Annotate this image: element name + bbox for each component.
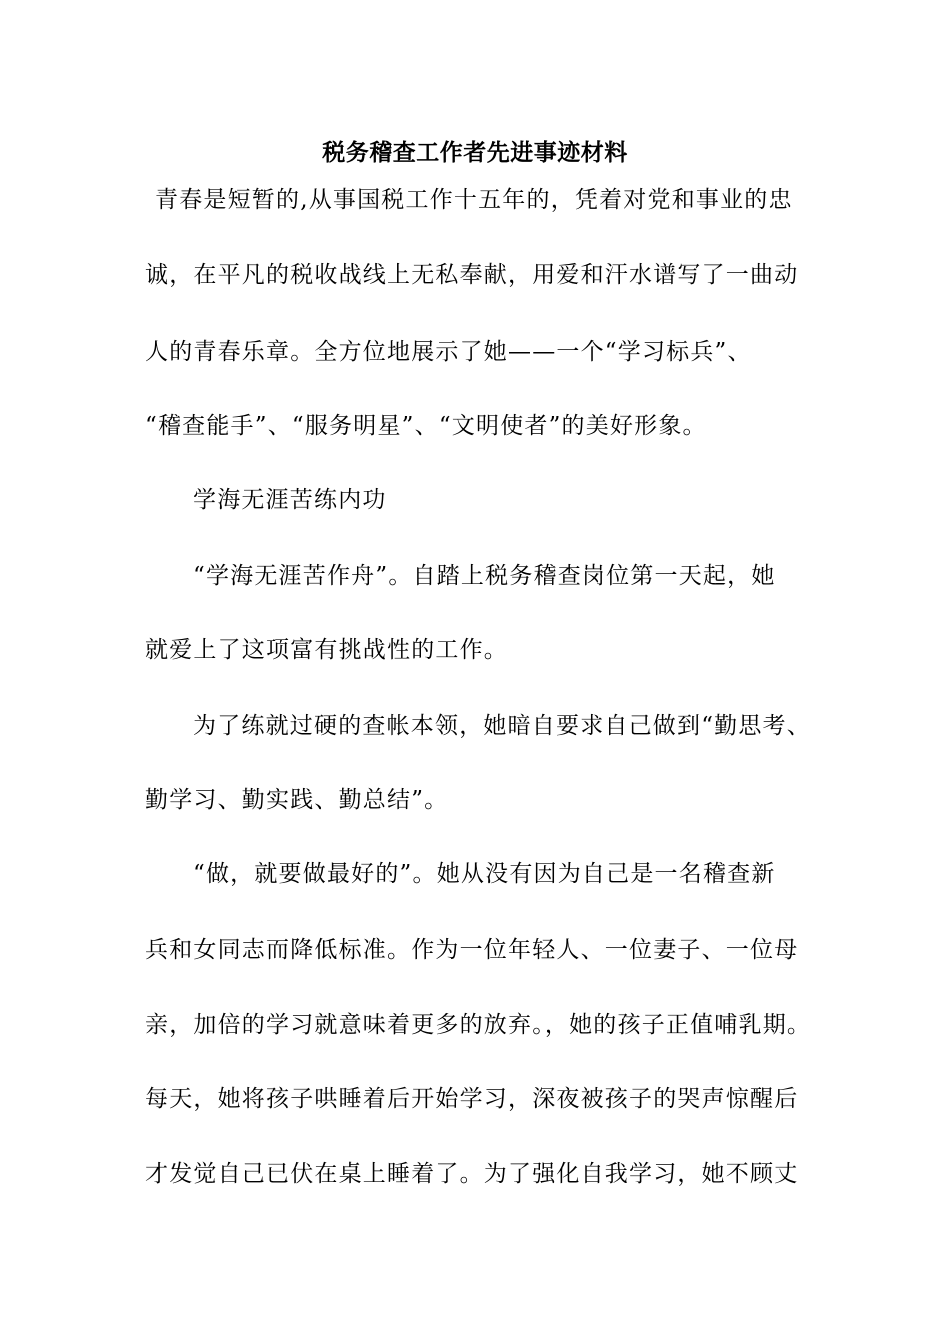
paragraph-line: 兵和女同志而降低标准。作为一位年轻人、一位妻子、一位母 xyxy=(145,937,799,963)
section-heading: 学海无涯苦练内功 xyxy=(193,487,387,513)
paragraph-line: 每天，她将孩子哄睡着后开始学习，深夜被孩子的哭声惊醒后 xyxy=(145,1086,799,1112)
paragraph-line: 青春是短暂的,从事国税工作十五年的，凭着对党和事业的忠 xyxy=(155,187,793,213)
paragraph-line: 勤学习、勤实践、勤总结”。 xyxy=(145,787,449,813)
paragraph-line: 诚，在平凡的税收战线上无私奉献，用爱和汗水谱写了一曲动 xyxy=(145,262,799,288)
paragraph-line: 就爱上了这项富有挑战性的工作。 xyxy=(145,637,508,663)
paragraph-line: “稽查能手”、“服务明星”、“文明使者”的美好形象。 xyxy=(145,413,707,439)
paragraph-line: “做，就要做最好的”。她从没有因为自己是一名稽查新 xyxy=(193,861,776,887)
document-title: 税务稽查工作者先进事迹材料 xyxy=(322,139,628,166)
paragraph-line: 为了练就过硬的查帐本领，她暗自要求自己做到“勤思考、 xyxy=(193,713,811,739)
paragraph-line: 亲，加倍的学习就意味着更多的放弃。，她的孩子正值哺乳期。 xyxy=(145,1012,812,1038)
paragraph-line: “学海无涯苦作舟”。自踏上税务稽查岗位第一天起，她 xyxy=(193,563,776,589)
paragraph-line: 才发觉自己已伏在桌上睡着了。为了强化自我学习，她不顾丈 xyxy=(145,1161,799,1187)
paragraph-line: 人的青春乐章。全方位地展示了她——一个“学习标兵”、 xyxy=(145,339,752,365)
